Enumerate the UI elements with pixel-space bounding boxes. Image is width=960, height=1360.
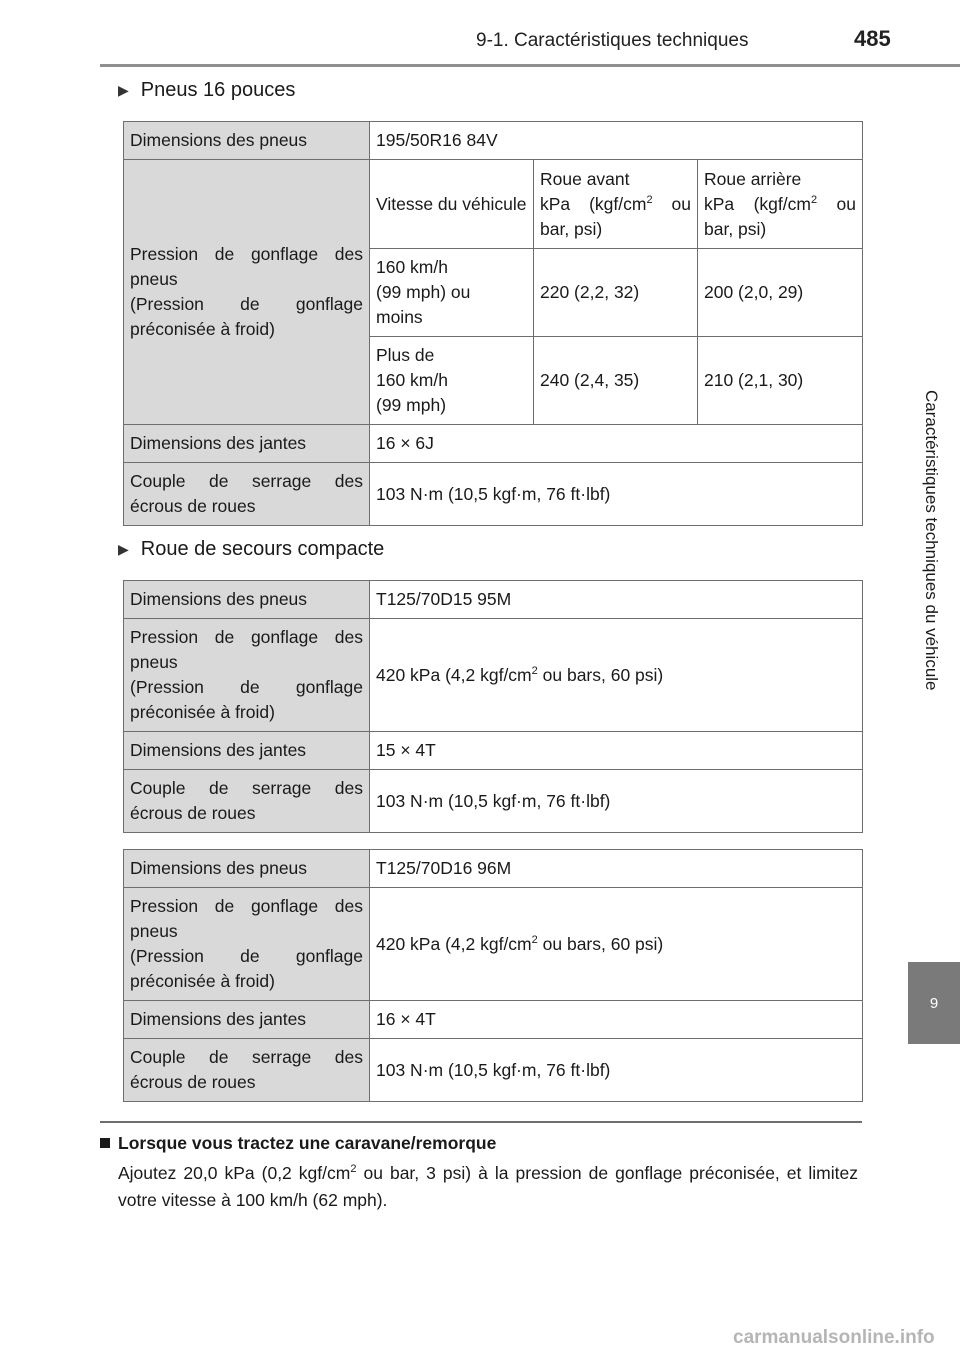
- rear-pressure-high: 210 (2,1, 30): [698, 337, 863, 425]
- pressure-label: [124, 619, 370, 732]
- torque-label: Couple de serrage des écrous de roues: [124, 1039, 370, 1102]
- torque-label: Couple de serrage des écrous de roues: [124, 463, 370, 526]
- note-title-text: Lorsque vous tractez une caravane/remorque: [118, 1133, 497, 1153]
- table-row: [124, 1039, 863, 1102]
- rim-size-value: 15 × 4T: [370, 732, 863, 770]
- triangle-bullet-icon: ▶: [118, 82, 129, 98]
- table-row: [124, 122, 863, 160]
- section-title-compact-spare: [118, 538, 384, 561]
- speed-line: moins: [376, 307, 423, 327]
- tire-size-value: T125/70D15 95M: [370, 581, 863, 619]
- square-bullet-icon: [100, 1138, 110, 1148]
- table-row: [124, 619, 863, 732]
- chapter-title-text: Caractéristiques techniques du véhicule: [922, 389, 941, 691]
- note-title: [100, 1133, 496, 1154]
- table-row: [124, 160, 863, 249]
- rear-wheel-unit-a: kPa (kgf/cm: [704, 193, 811, 214]
- tire-size-value: 195/50R16 84V: [370, 122, 863, 160]
- triangle-bullet-icon: ▶: [118, 541, 129, 557]
- front-wheel-unit-b: ou bar, psi): [540, 193, 691, 239]
- torque-value: 103 N·m (10,5 kgf·m, 76 ft·lbf): [370, 1039, 863, 1102]
- pressure-label-main: Pression de gonflage des pneus: [130, 896, 363, 941]
- chapter-side-title: [906, 140, 956, 940]
- speed-line: (99 mph) ou: [376, 282, 471, 302]
- watermark: carmanualsonline.info: [733, 1327, 935, 1348]
- table-row: [124, 770, 863, 833]
- section-heading: 9-1. Caractéristiques techniques: [476, 30, 749, 51]
- rim-size-value: 16 × 4T: [370, 1001, 863, 1039]
- tire-size-label: Dimensions des pneus: [124, 850, 370, 888]
- rear-wheel-unit-b: ou bar, psi): [704, 193, 857, 239]
- table-row: [124, 850, 863, 888]
- pressure-value-sup: 2: [531, 933, 538, 946]
- torque-label: Couple de serrage des écrous de roues: [124, 770, 370, 833]
- speed-line: (99 mph): [376, 395, 447, 415]
- tire-size-value: T125/70D16 96M: [370, 850, 863, 888]
- table-row: [124, 463, 863, 526]
- header-divider: [100, 64, 960, 67]
- pressure-label: [124, 160, 370, 425]
- front-wheel-title: Roue avant: [540, 168, 630, 189]
- tire-spec-table-16-inch: [123, 121, 863, 526]
- speed-line: 160 km/h: [376, 370, 448, 390]
- pressure-label: [124, 888, 370, 1001]
- section-title-text: Roue de secours compacte: [140, 538, 385, 560]
- pressure-value-b: ou bars, 60 psi): [537, 664, 664, 685]
- tire-spec-table-spare-15: [123, 580, 863, 833]
- speed-cell-low: [370, 249, 534, 337]
- tire-spec-table-spare-16: [123, 849, 863, 1102]
- speed-cell-high: [370, 337, 534, 425]
- section-title-16-inch: [118, 79, 295, 102]
- note-body: [118, 1160, 858, 1214]
- speed-line: 160 km/h: [376, 257, 448, 277]
- rear-wheel-header: [698, 160, 863, 249]
- pressure-value-a: 420 kPa (4,2 kgf/cm: [376, 664, 532, 685]
- pressure-value: [370, 619, 863, 732]
- table-row: [124, 425, 863, 463]
- rim-size-label: Dimensions des jantes: [124, 1001, 370, 1039]
- front-pressure-high: 240 (2,4, 35): [534, 337, 698, 425]
- pressure-label-main: Pression de gonflage des pneus: [130, 627, 363, 672]
- note-divider: [100, 1121, 862, 1123]
- pressure-label-sub: (Pression de gonflage préconisée à froid): [130, 294, 363, 339]
- rim-size-label: Dimensions des jantes: [124, 425, 370, 463]
- chapter-tab: [908, 962, 960, 1044]
- front-wheel-unit-a: kPa (kgf/cm: [540, 193, 647, 214]
- rear-pressure-low: 200 (2,0, 29): [698, 249, 863, 337]
- front-wheel-header: [534, 160, 698, 249]
- table-row: [124, 581, 863, 619]
- rim-size-label: Dimensions des jantes: [124, 732, 370, 770]
- page-number: 485: [854, 26, 891, 51]
- rim-size-value: 16 × 6J: [370, 425, 863, 463]
- pressure-label-main: Pression de gonflage des pneus: [130, 244, 363, 289]
- note-body-a: Ajoutez 20,0 kPa (0,2 kgf/cm: [118, 1163, 351, 1183]
- pressure-value-b: ou bars, 60 psi): [537, 933, 664, 954]
- pressure-value-sup: 2: [531, 664, 538, 677]
- tire-size-label: Dimensions des pneus: [124, 122, 370, 160]
- section-title-text: Pneus 16 pouces: [140, 79, 296, 101]
- note-body-sup: 2: [350, 1163, 357, 1176]
- speed-line: Plus de: [376, 345, 435, 365]
- speed-column-header: Vitesse du véhicule: [370, 160, 534, 249]
- pressure-label-sub: (Pression de gonflage préconisée à froid): [130, 677, 363, 722]
- table-row: [124, 732, 863, 770]
- pressure-label-sub: (Pression de gonflage préconisée à froid): [130, 946, 363, 991]
- front-pressure-low: 220 (2,2, 32): [534, 249, 698, 337]
- table-row: [124, 1001, 863, 1039]
- rear-wheel-title: Roue arrière: [704, 168, 802, 189]
- tire-size-label: Dimensions des pneus: [124, 581, 370, 619]
- torque-value: 103 N·m (10,5 kgf·m, 76 ft·lbf): [370, 770, 863, 833]
- table-row: [124, 888, 863, 1001]
- rear-wheel-unit-sup: 2: [810, 193, 818, 206]
- pressure-value: [370, 888, 863, 1001]
- chapter-number: 9: [929, 994, 939, 1012]
- note-body-b: ou bar, 3 psi) à la pression de gonflage préconisée, et limitez votre vitesse à 100 km/h (62 mph).: [118, 1163, 858, 1210]
- torque-value: 103 N·m (10,5 kgf·m, 76 ft·lbf): [370, 463, 863, 526]
- pressure-value-a: 420 kPa (4,2 kgf/cm: [376, 933, 532, 954]
- front-wheel-unit-sup: 2: [646, 193, 653, 206]
